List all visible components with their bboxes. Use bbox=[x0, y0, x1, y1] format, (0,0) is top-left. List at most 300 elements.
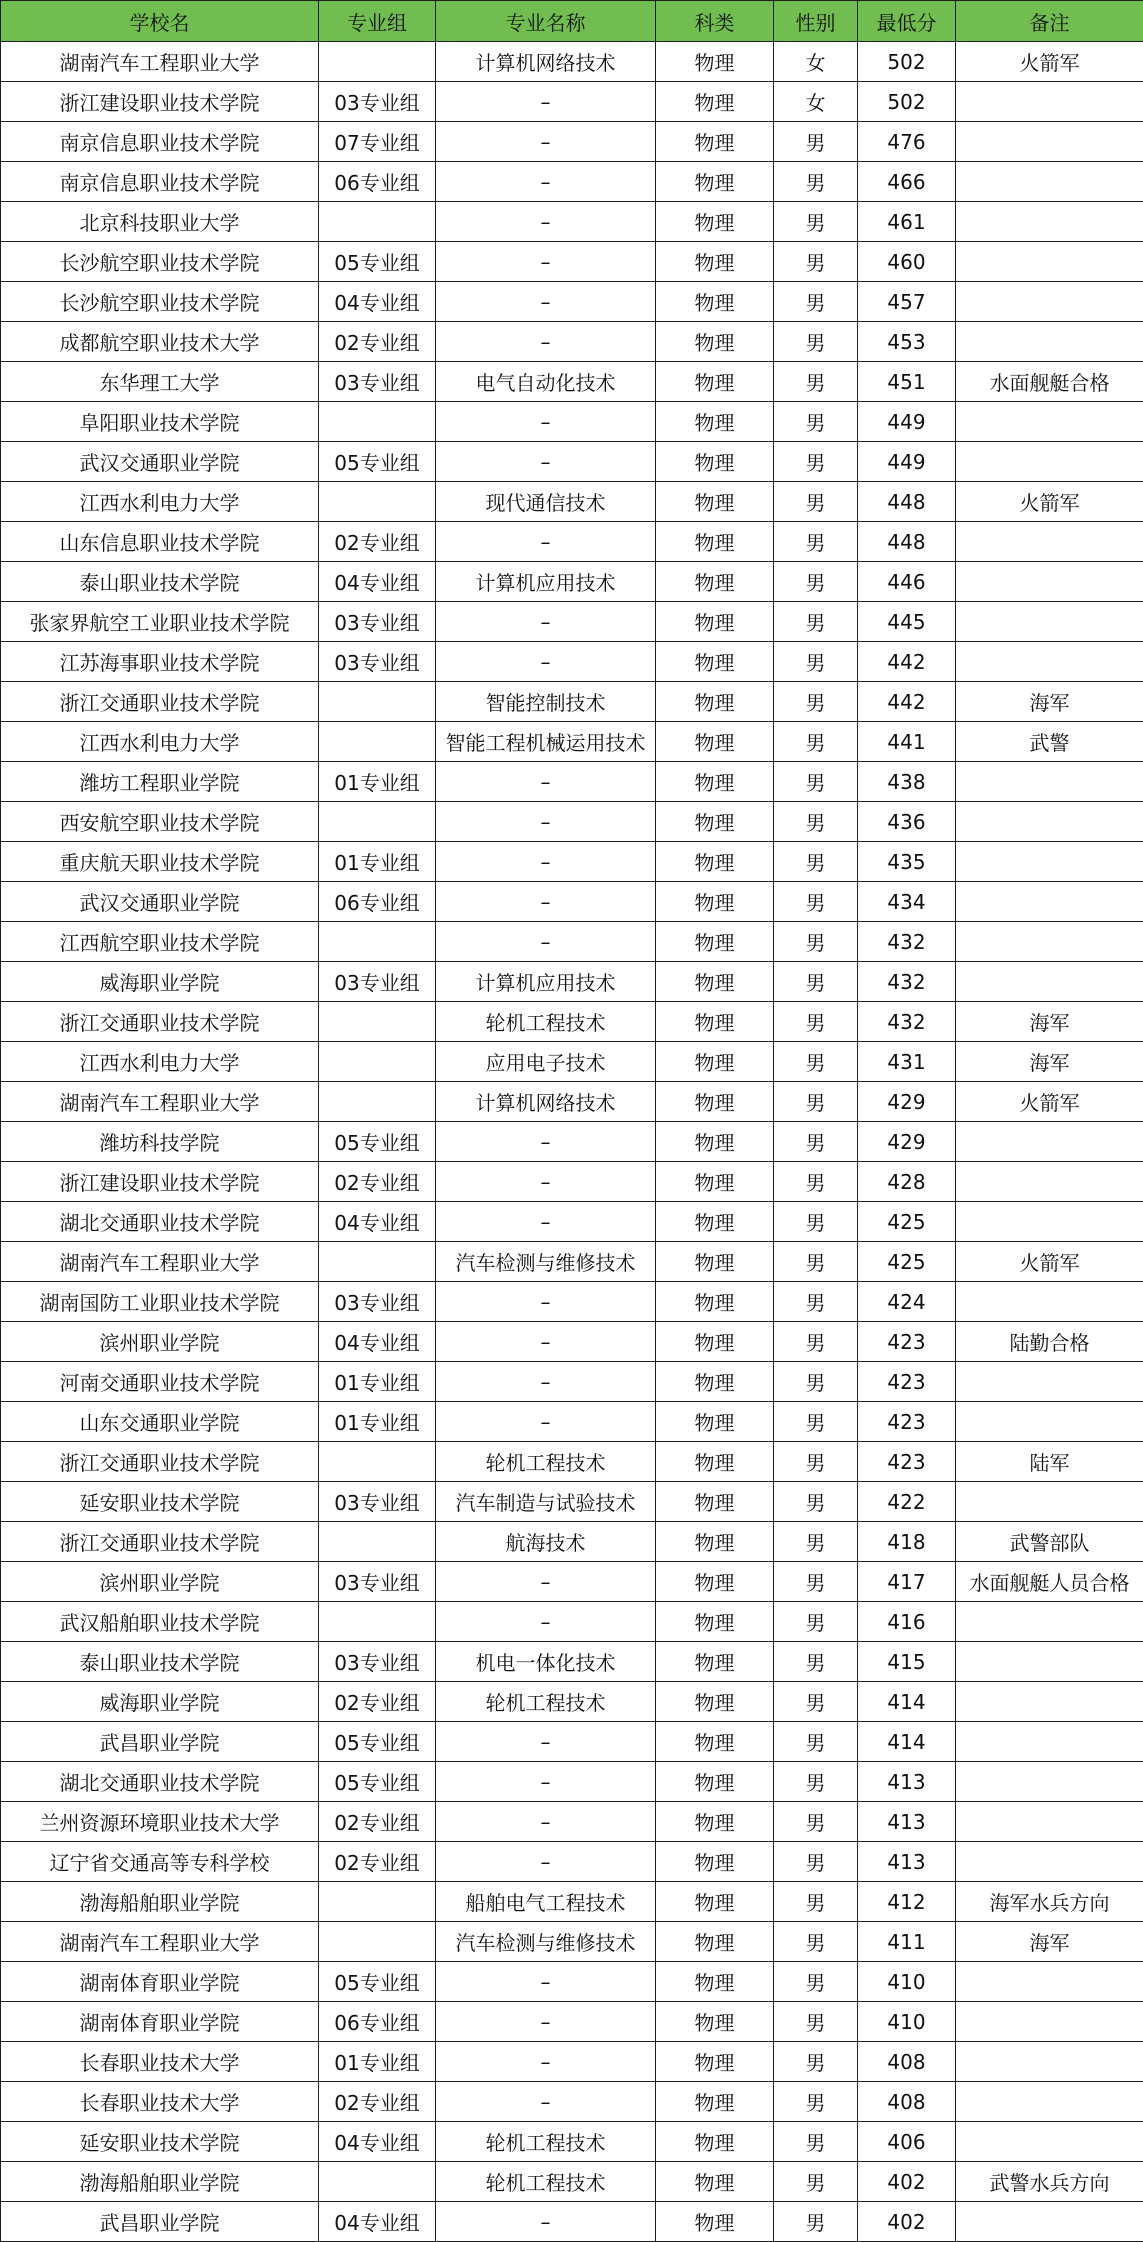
table-row bbox=[1, 1682, 1143, 1722]
cell-subject: 物理 bbox=[656, 1122, 774, 1162]
cell-major-group: 03专业组 bbox=[319, 602, 436, 642]
cell-major-group bbox=[319, 1002, 436, 1042]
cell-school: 浙江交通职业技术学院 bbox=[1, 1522, 319, 1562]
table-header bbox=[1, 1, 1143, 42]
cell-major-name: – bbox=[436, 1122, 656, 1162]
cell-remark bbox=[956, 1362, 1143, 1402]
cell-min-score: 453 bbox=[858, 322, 956, 362]
cell-min-score: 423 bbox=[858, 1402, 956, 1442]
cell-remark: 陆军 bbox=[956, 1442, 1143, 1482]
cell-remark bbox=[956, 1842, 1143, 1882]
cell-min-score: 429 bbox=[858, 1122, 956, 1162]
table-row bbox=[1, 1042, 1143, 1082]
cell-major-group: 03专业组 bbox=[319, 1642, 436, 1682]
cell-min-score: 466 bbox=[858, 162, 956, 202]
cell-min-score: 442 bbox=[858, 642, 956, 682]
cell-major-group: 03专业组 bbox=[319, 1282, 436, 1322]
cell-remark bbox=[956, 802, 1143, 842]
cell-major-name: – bbox=[436, 1162, 656, 1202]
cell-gender: 男 bbox=[774, 2162, 858, 2202]
cell-school: 浙江交通职业技术学院 bbox=[1, 682, 319, 722]
cell-subject: 物理 bbox=[656, 1362, 774, 1402]
cell-major-group bbox=[319, 1042, 436, 1082]
cell-major-name: – bbox=[436, 522, 656, 562]
header-cell-school: 学校名 bbox=[1, 1, 319, 42]
cell-subject: 物理 bbox=[656, 162, 774, 202]
cell-min-score: 412 bbox=[858, 1882, 956, 1922]
cell-subject: 物理 bbox=[656, 1562, 774, 1602]
table-row bbox=[1, 522, 1143, 562]
cell-major-name: – bbox=[436, 162, 656, 202]
cell-gender: 男 bbox=[774, 1162, 858, 1202]
cell-gender: 男 bbox=[774, 1362, 858, 1402]
cell-gender: 男 bbox=[774, 2042, 858, 2082]
cell-min-score: 408 bbox=[858, 2082, 956, 2122]
cell-min-score: 423 bbox=[858, 1322, 956, 1362]
cell-subject: 物理 bbox=[656, 1522, 774, 1562]
cell-remark bbox=[956, 882, 1143, 922]
cell-remark bbox=[956, 1642, 1143, 1682]
table-row bbox=[1, 562, 1143, 602]
cell-subject: 物理 bbox=[656, 1162, 774, 1202]
cell-gender: 男 bbox=[774, 1962, 858, 2002]
cell-major-group: 05专业组 bbox=[319, 1122, 436, 1162]
cell-remark bbox=[956, 1602, 1143, 1642]
cell-remark: 武警部队 bbox=[956, 1522, 1143, 1562]
cell-subject: 物理 bbox=[656, 2202, 774, 2242]
cell-school: 江西水利电力大学 bbox=[1, 482, 319, 522]
header-cell-major-group: 专业组 bbox=[319, 1, 436, 42]
cell-subject: 物理 bbox=[656, 882, 774, 922]
cell-subject: 物理 bbox=[656, 2122, 774, 2162]
cell-major-name: – bbox=[436, 2002, 656, 2042]
cell-major-name: 计算机应用技术 bbox=[436, 562, 656, 602]
cell-min-score: 448 bbox=[858, 522, 956, 562]
cell-remark: 火箭军 bbox=[956, 482, 1143, 522]
table-row bbox=[1, 1082, 1143, 1122]
cell-remark bbox=[956, 2122, 1143, 2162]
cell-subject: 物理 bbox=[656, 1802, 774, 1842]
cell-major-name: – bbox=[436, 1402, 656, 1442]
cell-min-score: 449 bbox=[858, 442, 956, 482]
cell-subject: 物理 bbox=[656, 1682, 774, 1722]
cell-subject: 物理 bbox=[656, 1882, 774, 1922]
table-row bbox=[1, 2082, 1143, 2122]
cell-min-score: 441 bbox=[858, 722, 956, 762]
header-row bbox=[1, 1, 1143, 42]
cell-school: 南京信息职业技术学院 bbox=[1, 122, 319, 162]
cell-remark: 武警水兵方向 bbox=[956, 2162, 1143, 2202]
cell-gender: 男 bbox=[774, 922, 858, 962]
cell-min-score: 410 bbox=[858, 1962, 956, 2002]
cell-min-score: 422 bbox=[858, 1482, 956, 1522]
header-cell-remark: 备注 bbox=[956, 1, 1143, 42]
cell-major-name: – bbox=[436, 762, 656, 802]
table-row bbox=[1, 1282, 1143, 1322]
cell-major-name: – bbox=[436, 1602, 656, 1642]
cell-subject: 物理 bbox=[656, 1282, 774, 1322]
cell-remark: 火箭军 bbox=[956, 1082, 1143, 1122]
cell-gender: 男 bbox=[774, 602, 858, 642]
cell-min-score: 408 bbox=[858, 2042, 956, 2082]
cell-gender: 男 bbox=[774, 242, 858, 282]
cell-major-name: 航海技术 bbox=[436, 1522, 656, 1562]
cell-remark bbox=[956, 562, 1143, 602]
table-row bbox=[1, 762, 1143, 802]
cell-min-score: 438 bbox=[858, 762, 956, 802]
cell-remark bbox=[956, 122, 1143, 162]
table-row bbox=[1, 442, 1143, 482]
cell-remark bbox=[956, 1722, 1143, 1762]
cell-major-name: – bbox=[436, 602, 656, 642]
cell-gender: 男 bbox=[774, 1042, 858, 1082]
cell-major-group: 05专业组 bbox=[319, 1762, 436, 1802]
table-row bbox=[1, 802, 1143, 842]
cell-min-score: 446 bbox=[858, 562, 956, 602]
cell-gender: 男 bbox=[774, 162, 858, 202]
cell-gender: 男 bbox=[774, 1442, 858, 1482]
cell-school: 长沙航空职业技术学院 bbox=[1, 282, 319, 322]
cell-gender: 男 bbox=[774, 482, 858, 522]
cell-major-group: 02专业组 bbox=[319, 2082, 436, 2122]
cell-subject: 物理 bbox=[656, 82, 774, 122]
cell-major-name: – bbox=[436, 2082, 656, 2122]
cell-gender: 男 bbox=[774, 402, 858, 442]
table-row bbox=[1, 1562, 1143, 1602]
table-row bbox=[1, 322, 1143, 362]
cell-min-score: 410 bbox=[858, 2002, 956, 2042]
cell-school: 湖南体育职业学院 bbox=[1, 1962, 319, 2002]
cell-school: 东华理工大学 bbox=[1, 362, 319, 402]
cell-gender: 男 bbox=[774, 1122, 858, 1162]
cell-remark: 水面舰艇合格 bbox=[956, 362, 1143, 402]
cell-school: 威海职业学院 bbox=[1, 1682, 319, 1722]
cell-subject: 物理 bbox=[656, 842, 774, 882]
cell-subject: 物理 bbox=[656, 1242, 774, 1282]
table-row bbox=[1, 1522, 1143, 1562]
table-row bbox=[1, 642, 1143, 682]
cell-min-score: 416 bbox=[858, 1602, 956, 1642]
cell-major-group bbox=[319, 1922, 436, 1962]
cell-min-score: 402 bbox=[858, 2162, 956, 2202]
cell-major-group: 04专业组 bbox=[319, 2202, 436, 2242]
cell-major-group: 03专业组 bbox=[319, 1482, 436, 1522]
header-cell-major-name: 专业名称 bbox=[436, 1, 656, 42]
table-row bbox=[1, 2202, 1143, 2242]
cell-subject: 物理 bbox=[656, 1442, 774, 1482]
cell-gender: 男 bbox=[774, 1322, 858, 1362]
cell-remark bbox=[956, 602, 1143, 642]
cell-school: 潍坊科技学院 bbox=[1, 1122, 319, 1162]
cell-remark bbox=[956, 402, 1143, 442]
table-row bbox=[1, 2042, 1143, 2082]
cell-remark bbox=[956, 1162, 1143, 1202]
cell-gender: 男 bbox=[774, 1642, 858, 1682]
cell-gender: 男 bbox=[774, 1882, 858, 1922]
cell-major-name: 计算机网络技术 bbox=[436, 42, 656, 82]
table-row bbox=[1, 282, 1143, 322]
cell-major-name: 轮机工程技术 bbox=[436, 2162, 656, 2202]
cell-school: 湖北交通职业技术学院 bbox=[1, 1762, 319, 1802]
cell-major-group: 05专业组 bbox=[319, 242, 436, 282]
cell-school: 渤海船舶职业学院 bbox=[1, 2162, 319, 2202]
cell-gender: 男 bbox=[774, 1242, 858, 1282]
cell-remark: 火箭军 bbox=[956, 42, 1143, 82]
cell-remark: 火箭军 bbox=[956, 1242, 1143, 1282]
cell-major-name: – bbox=[436, 802, 656, 842]
cell-remark bbox=[956, 922, 1143, 962]
cell-subject: 物理 bbox=[656, 1602, 774, 1642]
cell-gender: 男 bbox=[774, 1202, 858, 1242]
cell-min-score: 436 bbox=[858, 802, 956, 842]
cell-remark bbox=[956, 202, 1143, 242]
cell-remark bbox=[956, 1202, 1143, 1242]
cell-major-name: – bbox=[436, 1802, 656, 1842]
cell-gender: 男 bbox=[774, 1682, 858, 1722]
cell-remark bbox=[956, 1962, 1143, 2002]
cell-major-group: 02专业组 bbox=[319, 1162, 436, 1202]
cell-gender: 男 bbox=[774, 682, 858, 722]
cell-gender: 男 bbox=[774, 1722, 858, 1762]
cell-subject: 物理 bbox=[656, 42, 774, 82]
cell-school: 湖南国防工业职业技术学院 bbox=[1, 1282, 319, 1322]
table-row bbox=[1, 122, 1143, 162]
table-row bbox=[1, 962, 1143, 1002]
cell-school: 湖南汽车工程职业大学 bbox=[1, 1082, 319, 1122]
header-cell-min-score: 最低分 bbox=[858, 1, 956, 42]
cell-school: 威海职业学院 bbox=[1, 962, 319, 1002]
cell-subject: 物理 bbox=[656, 722, 774, 762]
cell-major-group bbox=[319, 402, 436, 442]
cell-subject: 物理 bbox=[656, 522, 774, 562]
cell-remark: 海军 bbox=[956, 1042, 1143, 1082]
table-row bbox=[1, 1322, 1143, 1362]
table-row bbox=[1, 1922, 1143, 1962]
cell-gender: 男 bbox=[774, 1922, 858, 1962]
cell-major-name: – bbox=[436, 1322, 656, 1362]
cell-min-score: 402 bbox=[858, 2202, 956, 2242]
cell-gender: 男 bbox=[774, 322, 858, 362]
cell-gender: 男 bbox=[774, 362, 858, 402]
cell-major-name: – bbox=[436, 1762, 656, 1802]
cell-school: 浙江建设职业技术学院 bbox=[1, 82, 319, 122]
cell-remark bbox=[956, 2082, 1143, 2122]
cell-major-group: 02专业组 bbox=[319, 322, 436, 362]
cell-remark bbox=[956, 1282, 1143, 1322]
table-row bbox=[1, 1362, 1143, 1402]
cell-gender: 男 bbox=[774, 1402, 858, 1442]
cell-major-name: – bbox=[436, 202, 656, 242]
cell-min-score: 432 bbox=[858, 922, 956, 962]
cell-gender: 男 bbox=[774, 282, 858, 322]
cell-min-score: 432 bbox=[858, 1002, 956, 1042]
cell-school: 长春职业技术大学 bbox=[1, 2042, 319, 2082]
cell-school: 湖南汽车工程职业大学 bbox=[1, 42, 319, 82]
cell-school: 重庆航天职业技术学院 bbox=[1, 842, 319, 882]
cell-major-group: 06专业组 bbox=[319, 882, 436, 922]
cell-major-name: 汽车检测与维修技术 bbox=[436, 1242, 656, 1282]
cell-major-group bbox=[319, 722, 436, 762]
cell-remark bbox=[956, 1802, 1143, 1842]
cell-major-group bbox=[319, 42, 436, 82]
cell-remark bbox=[956, 1482, 1143, 1522]
cell-min-score: 428 bbox=[858, 1162, 956, 1202]
table-row bbox=[1, 602, 1143, 642]
cell-school: 浙江建设职业技术学院 bbox=[1, 1162, 319, 1202]
cell-gender: 男 bbox=[774, 802, 858, 842]
cell-major-name: – bbox=[436, 1962, 656, 2002]
table-row bbox=[1, 162, 1143, 202]
cell-remark: 海军 bbox=[956, 1922, 1143, 1962]
cell-school: 北京科技职业大学 bbox=[1, 202, 319, 242]
cell-remark bbox=[956, 2042, 1143, 2082]
cell-gender: 男 bbox=[774, 722, 858, 762]
table-row bbox=[1, 1882, 1143, 1922]
cell-subject: 物理 bbox=[656, 1202, 774, 1242]
cell-min-score: 429 bbox=[858, 1082, 956, 1122]
cell-remark: 武警 bbox=[956, 722, 1143, 762]
table-row bbox=[1, 482, 1143, 522]
cell-school: 武汉交通职业学院 bbox=[1, 442, 319, 482]
cell-gender: 男 bbox=[774, 642, 858, 682]
cell-school: 江西水利电力大学 bbox=[1, 1042, 319, 1082]
cell-major-group: 04专业组 bbox=[319, 1202, 436, 1242]
cell-min-score: 445 bbox=[858, 602, 956, 642]
cell-gender: 男 bbox=[774, 1762, 858, 1802]
cell-major-name: – bbox=[436, 442, 656, 482]
table-row bbox=[1, 882, 1143, 922]
cell-major-group: 06专业组 bbox=[319, 2002, 436, 2042]
cell-major-name: – bbox=[436, 642, 656, 682]
cell-major-name: – bbox=[436, 2202, 656, 2242]
cell-remark: 海军水兵方向 bbox=[956, 1882, 1143, 1922]
cell-school: 张家界航空工业职业技术学院 bbox=[1, 602, 319, 642]
table-row bbox=[1, 922, 1143, 962]
cell-min-score: 434 bbox=[858, 882, 956, 922]
table-row bbox=[1, 722, 1143, 762]
cell-major-name: – bbox=[436, 1842, 656, 1882]
cell-major-name: 轮机工程技术 bbox=[436, 1442, 656, 1482]
cell-subject: 物理 bbox=[656, 602, 774, 642]
cell-min-score: 502 bbox=[858, 82, 956, 122]
cell-gender: 男 bbox=[774, 2122, 858, 2162]
cell-major-group: 01专业组 bbox=[319, 1402, 436, 1442]
cell-school: 滨州职业学院 bbox=[1, 1322, 319, 1362]
table-row bbox=[1, 202, 1143, 242]
cell-major-name: – bbox=[436, 322, 656, 362]
cell-subject: 物理 bbox=[656, 2002, 774, 2042]
cell-major-name: – bbox=[436, 2042, 656, 2082]
cell-min-score: 435 bbox=[858, 842, 956, 882]
cell-min-score: 423 bbox=[858, 1362, 956, 1402]
cell-major-name: – bbox=[436, 922, 656, 962]
cell-major-group bbox=[319, 922, 436, 962]
cell-major-name: – bbox=[436, 1562, 656, 1602]
cell-school: 江西水利电力大学 bbox=[1, 722, 319, 762]
cell-gender: 男 bbox=[774, 2002, 858, 2042]
cell-remark bbox=[956, 82, 1143, 122]
cell-major-group: 04专业组 bbox=[319, 282, 436, 322]
cell-remark: 水面舰艇人员合格 bbox=[956, 1562, 1143, 1602]
cell-subject: 物理 bbox=[656, 2042, 774, 2082]
cell-major-group bbox=[319, 202, 436, 242]
cell-subject: 物理 bbox=[656, 442, 774, 482]
cell-major-name: 轮机工程技术 bbox=[436, 1682, 656, 1722]
cell-school: 长沙航空职业技术学院 bbox=[1, 242, 319, 282]
cell-major-name: – bbox=[436, 282, 656, 322]
cell-subject: 物理 bbox=[656, 762, 774, 802]
table-row bbox=[1, 1722, 1143, 1762]
cell-school: 浙江交通职业技术学院 bbox=[1, 1442, 319, 1482]
cell-min-score: 414 bbox=[858, 1682, 956, 1722]
cell-major-group: 05专业组 bbox=[319, 1722, 436, 1762]
cell-remark bbox=[956, 1402, 1143, 1442]
cell-min-score: 461 bbox=[858, 202, 956, 242]
table-row bbox=[1, 682, 1143, 722]
cell-school: 延安职业技术学院 bbox=[1, 2122, 319, 2162]
cell-school: 湖北交通职业技术学院 bbox=[1, 1202, 319, 1242]
cell-school: 山东交通职业学院 bbox=[1, 1402, 319, 1442]
cell-major-name: 机电一体化技术 bbox=[436, 1642, 656, 1682]
cell-min-score: 413 bbox=[858, 1762, 956, 1802]
cell-subject: 物理 bbox=[656, 282, 774, 322]
cell-major-group bbox=[319, 1522, 436, 1562]
cell-gender: 男 bbox=[774, 882, 858, 922]
cell-school: 长春职业技术大学 bbox=[1, 2082, 319, 2122]
table-row bbox=[1, 1002, 1143, 1042]
cell-school: 湖南汽车工程职业大学 bbox=[1, 1242, 319, 1282]
cell-subject: 物理 bbox=[656, 2162, 774, 2202]
cell-major-group bbox=[319, 1442, 436, 1482]
table-row bbox=[1, 82, 1143, 122]
cell-major-group: 03专业组 bbox=[319, 362, 436, 402]
cell-remark bbox=[956, 242, 1143, 282]
cell-gender: 男 bbox=[774, 1842, 858, 1882]
cell-min-score: 424 bbox=[858, 1282, 956, 1322]
cell-subject: 物理 bbox=[656, 402, 774, 442]
cell-school: 江苏海事职业技术学院 bbox=[1, 642, 319, 682]
table-row bbox=[1, 402, 1143, 442]
cell-min-score: 460 bbox=[858, 242, 956, 282]
cell-min-score: 417 bbox=[858, 1562, 956, 1602]
table-row bbox=[1, 1602, 1143, 1642]
cell-subject: 物理 bbox=[656, 1722, 774, 1762]
table-row bbox=[1, 242, 1143, 282]
cell-gender: 男 bbox=[774, 202, 858, 242]
cell-subject: 物理 bbox=[656, 1842, 774, 1882]
cell-min-score: 457 bbox=[858, 282, 956, 322]
cell-remark bbox=[956, 962, 1143, 1002]
cell-subject: 物理 bbox=[656, 962, 774, 1002]
cell-major-group bbox=[319, 1242, 436, 1282]
cell-gender: 男 bbox=[774, 562, 858, 602]
cell-gender: 男 bbox=[774, 2082, 858, 2122]
cell-major-name: 电气自动化技术 bbox=[436, 362, 656, 402]
cell-gender: 男 bbox=[774, 1602, 858, 1642]
cell-subject: 物理 bbox=[656, 1082, 774, 1122]
cell-school: 泰山职业技术学院 bbox=[1, 562, 319, 602]
cell-min-score: 415 bbox=[858, 1642, 956, 1682]
cell-remark bbox=[956, 162, 1143, 202]
cell-major-group: 04专业组 bbox=[319, 562, 436, 602]
cell-gender: 男 bbox=[774, 522, 858, 562]
cell-school: 武昌职业学院 bbox=[1, 1722, 319, 1762]
cell-subject: 物理 bbox=[656, 322, 774, 362]
cell-subject: 物理 bbox=[656, 682, 774, 722]
cell-major-name: 智能工程机械运用技术 bbox=[436, 722, 656, 762]
cell-subject: 物理 bbox=[656, 1402, 774, 1442]
cell-major-name: 轮机工程技术 bbox=[436, 2122, 656, 2162]
